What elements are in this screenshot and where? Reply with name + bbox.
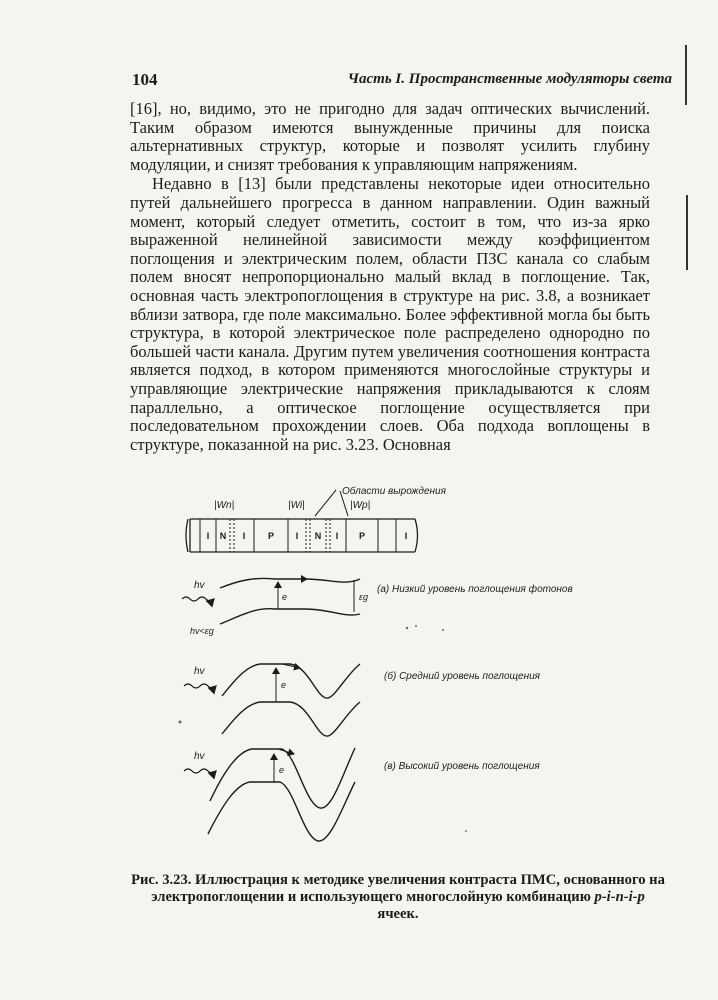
caption-main: Рис. 3.23. Иллюстрация к методике увеличения контраста ПМС, основанного на электропоглощении и использующего многослойную комбинацию [131, 872, 665, 905]
transport-arrow [278, 749, 294, 754]
panel-b [184, 664, 541, 736]
margin-mark-top [685, 45, 687, 105]
photon-label-b: hv [194, 666, 205, 677]
conduction-band [220, 578, 360, 588]
panel-a [182, 578, 573, 636]
structure-left-edge [186, 519, 190, 552]
scan-speck [179, 721, 182, 724]
electron-label-c: e [279, 765, 285, 775]
margin-mark-bottom [686, 195, 688, 270]
running-title: Часть I. Пространственные модуляторы света [347, 71, 672, 87]
layer-label: N [314, 531, 322, 541]
paragraph-1: [16], но, видимо, это не пригодно для задач оптических вычислений. Таким образом имеются вынужденные причины для поиска альтернативных структур, которые и позволят усилить глубину модуляции, и снизят требования к управляющим напряжениям. [130, 99, 650, 174]
electron-label-b: e [281, 680, 287, 690]
scan-speck [415, 625, 417, 627]
gap-label: εg [359, 592, 368, 602]
layer-label: I [335, 531, 339, 541]
photon-wave [184, 684, 216, 688]
panel-label-c: (в) Высокий уровень поглощения [384, 761, 540, 772]
layer-label: I [295, 531, 299, 541]
figure-3-23 [170, 476, 630, 861]
paragraph-2: Недавно в [13] были представлены некоторые идеи относительно путей дальнейшего прогресса в данном направлении. Один важный момент, который следует отметить, состоит в том, что из-за ярко выраженной нелинейной зависимости между коэффициентом поглощения и электрическим полем, области ПЗС канала со слабым полем вносят непропорционально малый вклад в поглощение. Так, основная часть электропоглощения в структуре на рис. 3.8, а возникает вблизи затвора, где поле максимально. Более эффективной могла бы быть структура, в которой электрическое поле распределено однородно по большей части канала. Другим путем увеличения соотношения контраста является подход, в котором применяются многослойные структуры и управляющие электрические напряжения прикладываются к слоям параллельно, а оптическое поглощение осуществляется при последовательном прохождении слоев. Оба подхода воплощены в структуре, показанной на рис. 3.23. Основная [130, 174, 650, 454]
valence-band [208, 782, 355, 841]
scan-speck [442, 629, 444, 631]
layer-labels [207, 531, 408, 541]
photon-condition-label: hv<εg [190, 626, 214, 636]
body-text [130, 100, 650, 454]
valence-band [222, 702, 360, 736]
layer-label: N [219, 531, 227, 541]
photon-wave [184, 769, 216, 773]
figure-svg [170, 476, 630, 861]
photon-label-c: hv [194, 751, 205, 762]
panel-c [184, 748, 540, 841]
conduction-band [210, 748, 355, 808]
depletion-pointer-1 [315, 490, 336, 516]
layer-label: I [242, 531, 246, 541]
layer-label: P [358, 531, 366, 541]
valence-band [220, 609, 360, 624]
figure-caption [128, 872, 668, 922]
width-label-n: |Wn| [214, 500, 235, 511]
panel-label-a: (a) Низкий уровень поглощения фотонов [377, 584, 573, 595]
layer-label: I [206, 531, 210, 541]
photon-wave [182, 597, 214, 601]
structure-right-edge [415, 519, 418, 552]
scan-speck [406, 627, 408, 629]
photon-label: hv [194, 580, 205, 591]
scan-speck [465, 830, 467, 832]
layer-label: P [267, 531, 275, 541]
caption-ending: ячеек. [377, 905, 419, 922]
page-header [132, 70, 672, 94]
electron-label: e [282, 592, 288, 602]
caption-structure: p-i-n-i-p [594, 888, 645, 905]
conduction-band [222, 664, 360, 698]
depletion-label: Области вырождения [342, 486, 446, 497]
width-label-p: |Wp| [350, 500, 371, 511]
layer-label: I [404, 531, 408, 541]
width-label-i: |Wi| [288, 500, 305, 511]
panel-label-b: (б) Средний уровень поглощения [384, 671, 541, 682]
page-number: 104 [132, 70, 158, 89]
